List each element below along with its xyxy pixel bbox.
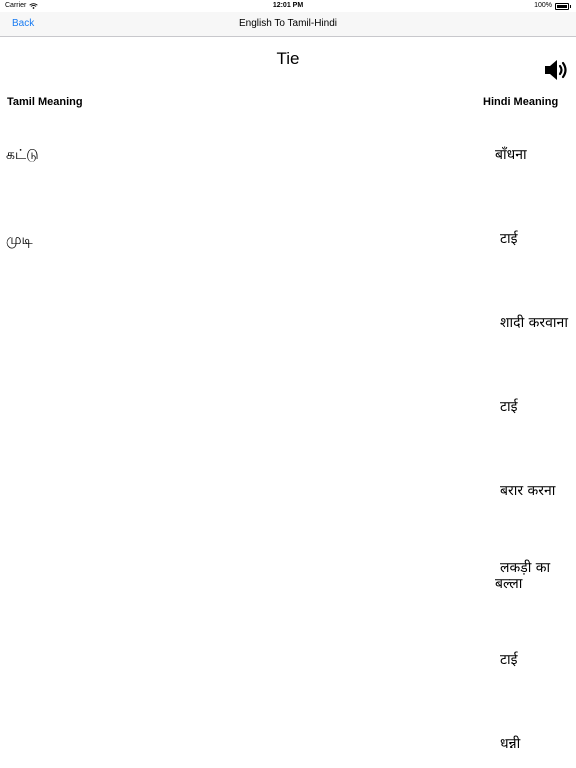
- hindi-meaning-item: टाई: [500, 231, 518, 247]
- hindi-meaning-header: Hindi Meaning: [483, 96, 559, 108]
- battery-level: [557, 5, 567, 8]
- battery-tip: [570, 5, 571, 8]
- nav-title: English To Tamil-Hindi: [238, 18, 337, 29]
- english-word: Tie: [276, 49, 300, 68]
- tamil-meaning-item: முடி: [6, 232, 33, 248]
- hindi-meaning-item: शादी करवाना: [500, 315, 568, 331]
- status-bar: [0, 0, 576, 12]
- status-time: 12:01 PM: [272, 2, 304, 9]
- hindi-meaning-item: बाँधना: [495, 147, 527, 163]
- hindi-meaning-item: धन्नी: [500, 736, 521, 752]
- navigation-bar: [0, 12, 576, 37]
- battery-indicator: [534, 0, 571, 12]
- tamil-meaning-header: Tamil Meaning: [7, 96, 83, 108]
- carrier-label: Carrier: [5, 2, 27, 9]
- hindi-meaning-item: टाई: [500, 399, 518, 415]
- battery-icon: [555, 3, 569, 10]
- hindi-meaning-item: टाई: [500, 652, 518, 668]
- tamil-meaning-item: கட்டு: [6, 147, 39, 163]
- hindi-meaning-item: लकड़ी का बल्ला: [495, 560, 551, 592]
- speaker-volume-icon[interactable]: [543, 56, 571, 84]
- back-button[interactable]: Back: [12, 18, 35, 29]
- hindi-meaning-item: बरार करना: [500, 483, 556, 499]
- battery-percent: 100%: [534, 2, 552, 9]
